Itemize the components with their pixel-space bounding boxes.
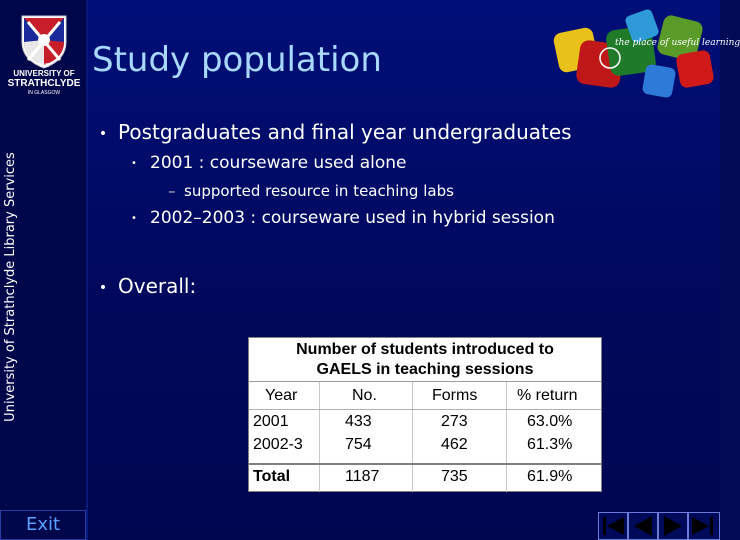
total-cell: 735	[441, 468, 468, 485]
header-return: % return	[517, 387, 578, 404]
university-name-line1: UNIVERSITY OF	[13, 69, 75, 78]
bullet-supported-resource	[168, 182, 454, 200]
bullet-dot: •	[131, 212, 137, 224]
total-label: Total	[253, 468, 291, 485]
bullet-2001	[118, 153, 407, 173]
table-cell: 462	[441, 436, 468, 453]
table-cell: 2002-3	[253, 436, 303, 453]
bullet-dot: •	[98, 125, 108, 142]
first-slide-icon[interactable]	[598, 512, 628, 540]
header-year: Year	[265, 387, 298, 404]
last-slide-icon[interactable]	[688, 512, 720, 540]
bullet-dot: •	[131, 157, 137, 169]
table-cell: 61.3%	[527, 436, 573, 453]
bullet-text: 2002–2003 : courseware used in hybrid session	[150, 208, 555, 228]
bullet-text: supported resource in teaching labs	[184, 182, 454, 200]
vertical-library-label: University of Strathclyde Library Services	[3, 152, 18, 422]
total-cell: 61.9%	[527, 468, 573, 485]
useful-learning-logo-icon	[548, 8, 740, 104]
previous-slide-icon[interactable]	[628, 512, 658, 540]
bullet-2002-2003	[118, 208, 555, 228]
table-cell: 754	[345, 436, 372, 453]
page-title: Study population	[92, 40, 382, 80]
header-forms: Forms	[432, 387, 478, 404]
column-divider	[506, 382, 507, 492]
table-caption-line1: Number of students introduced to	[296, 341, 554, 358]
university-city: IN GLASGOW	[27, 90, 61, 96]
table-caption	[249, 338, 601, 382]
university-the: THE	[39, 63, 49, 69]
bullet-dash: –	[168, 182, 176, 200]
bullet-text: Overall:	[118, 274, 197, 298]
table-caption-line2: GAELS in teaching sessions	[316, 361, 534, 378]
students-table	[248, 337, 602, 492]
bullet-postgraduates	[88, 120, 572, 144]
table-cell: 63.0%	[527, 413, 573, 430]
total-cell: 1187	[345, 468, 380, 485]
table-cell: 2001	[253, 413, 289, 430]
bullet-text: 2001 : courseware used alone	[150, 153, 407, 173]
total-divider	[249, 463, 601, 465]
bullet-overall	[88, 274, 196, 298]
sidebar-divider	[86, 0, 88, 540]
bullet-dot: •	[98, 279, 108, 296]
header-no: No.	[352, 387, 377, 404]
table-cell: 433	[345, 413, 372, 430]
bullet-text: Postgraduates and final year undergraduates	[118, 120, 572, 144]
exit-button[interactable]: Exit	[0, 510, 86, 540]
logo-tagline: the place of useful learning	[615, 38, 740, 48]
university-name-line2: STRATHCLYDE	[7, 78, 81, 89]
table-cell: 273	[441, 413, 468, 430]
university-wordmark	[6, 62, 82, 97]
header-divider	[249, 409, 601, 410]
column-divider	[412, 382, 413, 492]
column-divider	[319, 382, 320, 492]
next-slide-icon[interactable]	[658, 512, 688, 540]
